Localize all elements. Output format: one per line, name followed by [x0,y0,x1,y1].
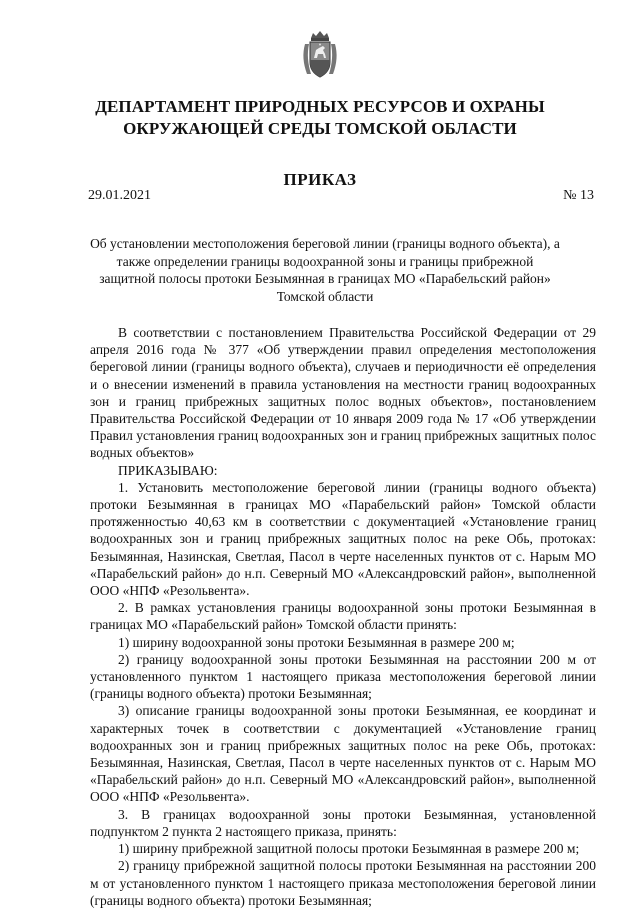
item-2-1-paragraph: 1) ширину водоохранной зоны протоки Безымянная в размере 200 м; [118,634,515,650]
item-3-paragraph: 3. В границах водоохранной зоны протоки Безымянная, установленной подпунктом 2 пункта 2 настоящего приказа, принять: [90,806,596,839]
department-name [60,96,580,140]
preamble-paragraph: В соответствии с постановлением Правительства Российской Федерации от 29 апреля 2016 года № 377 «Об утверждении правил определения местоположения береговой линии (границы водного объекта), случаев и периодичности её определения и о внесении изменений в правила установления на местности границ водоохранных зон и границ прибрежных защитных полос водных объектов», постановлением Правительства Российской Федерации от 10 января 2009 года № 17 «Об утверждении Правил установления границ водоохранных зон и границ прибрежных защитных полос водных объектов» [90,325,596,461]
document-subject: Об установлении местоположения береговой линии (границы водного объекта), а также определении границы водоохранной зоны и границы прибрежной защитной полосы протоки Безымянная в границах МО «Парабельский район» Томской области [90,236,560,304]
item-2-2-paragraph: 2) границу водоохранной зоны протоки Безымянная на расстоянии 200 м от установленного пунктом 1 настоящего приказа местоположения береговой линии (границы водного объекта) протоки Безымянная; [90,651,596,702]
document-body [90,324,596,909]
item-3-2-paragraph: 2) границу прибрежной защитной полосы протоки Безымянная на расстоянии 200 м от установленного пунктом 1 настоящего приказа местоположения береговой линии (границы водного объекта) протоки Безымянная; [90,858,596,908]
document-type: ПРИКАЗ [283,170,357,189]
department-line-1: ДЕПАРТАМЕНТ ПРИРОДНЫХ РЕСУРСОВ И ОХРАНЫ [95,97,545,116]
item-3-1-paragraph: 1) ширину прибрежной защитной полосы протоки Безымянная в размере 200 м; [118,841,580,857]
document-number: № 13 [563,188,594,203]
item-2-paragraph: 2. В рамках установления границы водоохранной зоны протоки Безымянная в границах МО «Парабельский район» Томской области принять: [90,600,596,633]
order-word: ПРИКАЗЫВАЮ: [118,462,218,478]
department-line-2: ОКРУЖАЮЩЕЙ СРЕДЫ ТОМСКОЙ ОБЛАСТИ [123,119,517,138]
document-date: 29.01.2021 [88,188,151,203]
item-1-paragraph: 1. Установить местоположение береговой линии (границы водного объекта) протоки Безымянная в границах МО «Парабельский район» Томской области протяженностью 40,63 км в соответствии с документацией «Установление границ водоохранных зон и границ прибрежных защитных полос на реке Обь, протоках: Безымянная, Назинская, Светлая, Пасол в черте населенных пунктов от с. Нарым МО «Парабельский район» до н.п. Северный МО «Александровский район», выполненной ООО «НПФ «Резольвента». [90,479,596,599]
coat-of-arms-icon [299,30,341,80]
item-2-3-paragraph: 3) описание границы водоохранной зоны протоки Безымянная, ее координат и характерных точек в соответствии с документацией «Установление границ водоохранных зон и границ прибрежных защитных полос на реке Обь, протоках: Безымянная, Назинская, Светлая, Пасол в черте населенных пунктов от с. Нарым МО «Парабельский район» до н.п. Северный МО «Александровский район», выполненной ООО «НПФ «Резольвента». [90,703,596,805]
